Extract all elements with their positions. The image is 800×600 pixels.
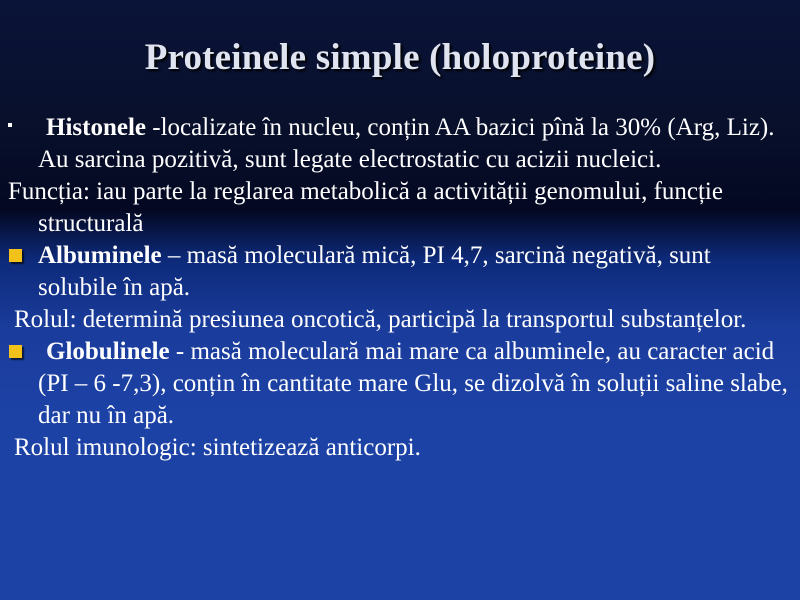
desc-histonele: -localizate în nucleu, conțin AA bazici pînă la 30% (Arg, Liz). Au sarcina pozitivă, sunt legate electrostatic cu acizii nucleici. (38, 114, 775, 173)
list-item-histonele (8, 112, 794, 176)
list-item-rolul-globulinele (8, 432, 794, 464)
desc-albuminele: – masă moleculară mică, PI 4,7, sarcină negativă, sunt solubile în apă. (38, 242, 711, 301)
slide-content (8, 112, 794, 464)
desc-globulinele: - masă moleculară mai mare ca albuminele, au caracter acid (PI – 6 -7,3), conțin în cantitate mare Glu, se dizolvă în soluții saline slabe, dar nu în apă. (38, 338, 788, 429)
bullet-square-icon (8, 240, 34, 272)
bullet-dot-icon (8, 112, 34, 144)
list-item-functia (8, 176, 794, 240)
term-globulinele: Globulinele (46, 338, 170, 365)
term-histonele: Histonele (46, 114, 146, 141)
bullet-square-icon (8, 336, 34, 368)
slide-title: Proteinele simple (holoproteine) (144, 37, 656, 78)
list-item-globulinele (8, 336, 794, 432)
desc-functia: Funcția: iau parte la reglarea metabolică a activității genomului, funcție structurală (8, 178, 723, 237)
list-item-albuminele (8, 240, 794, 304)
desc-rolul-globulinele: Rolul imunologic: sintetizează anticorpi. (14, 434, 421, 461)
list-item-rolul-albuminele (8, 304, 794, 336)
desc-rolul-albuminele: Rolul: determină presiunea oncotică, participă la transportul substanțelor. (14, 306, 747, 333)
term-albuminele: Albuminele (38, 242, 162, 269)
